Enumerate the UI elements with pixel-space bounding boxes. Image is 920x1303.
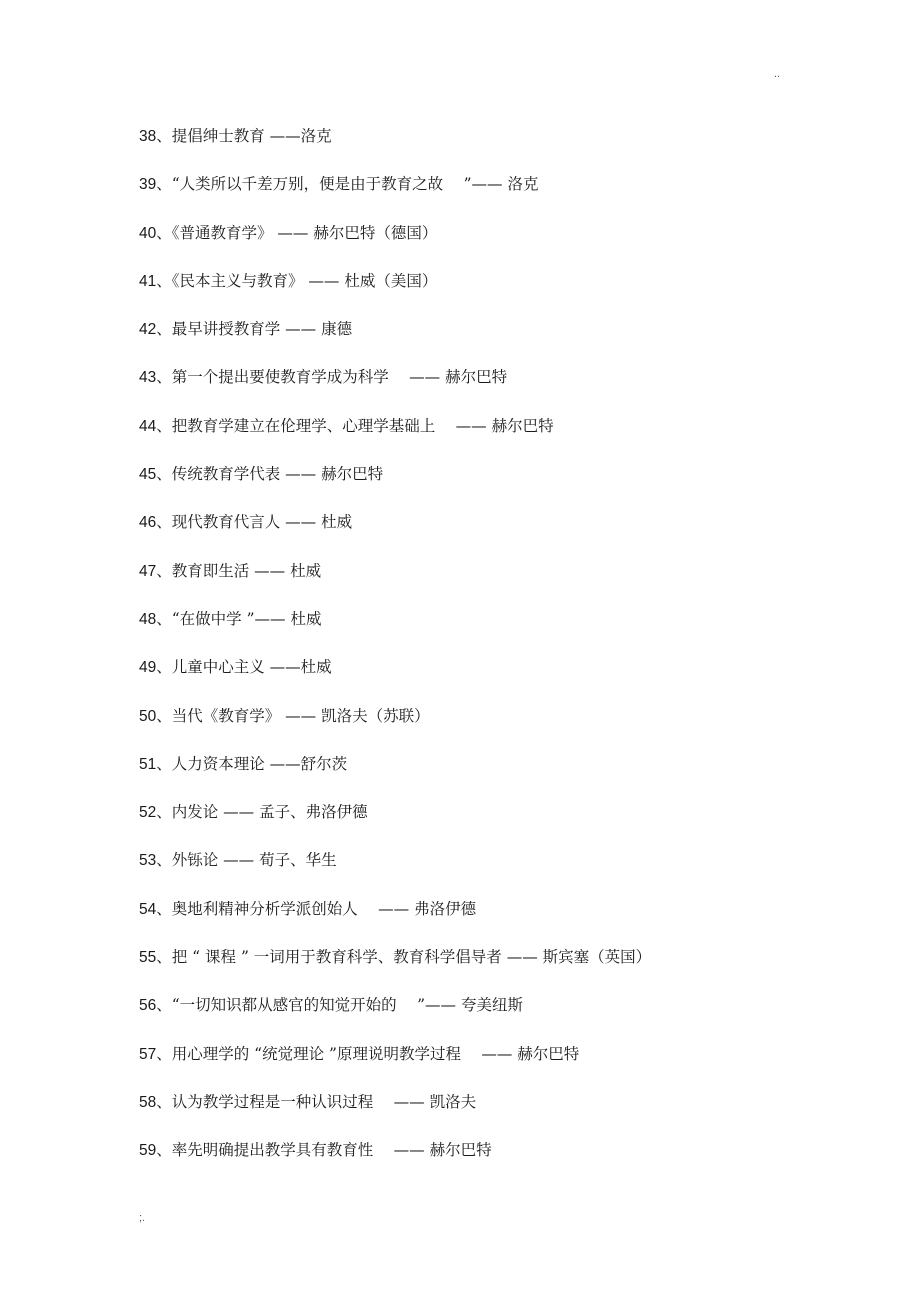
entry-number: 51 — [139, 755, 157, 773]
entry-number: 44 — [139, 417, 157, 435]
entry-text: 、“人类所以千差万别，便是由于教育之故 ”—— 洛克 — [156, 175, 539, 194]
list-item — [139, 704, 839, 752]
entry-text: 、儿童中心主义 ——杜威 — [156, 658, 332, 677]
list-item — [139, 1042, 839, 1090]
footer-mark: ;. — [139, 1212, 146, 1224]
list-item — [139, 752, 839, 800]
entry-text: 、率先明确提出教学具有教育性 —— 赫尔巴特 — [156, 1141, 492, 1160]
entry-text: 、奥地利精神分析学派创始人 —— 弗洛伊德 — [156, 899, 477, 918]
entry-number: 49 — [139, 659, 157, 677]
entry-number: 42 — [139, 321, 157, 339]
entry-text: 、传统教育学代表 —— 赫尔巴特 — [156, 465, 384, 484]
entry-number: 56 — [139, 997, 157, 1015]
list-item — [139, 221, 839, 269]
entry-number: 55 — [139, 949, 157, 967]
list-item — [139, 414, 839, 462]
list-item — [139, 607, 839, 655]
list-item — [139, 365, 839, 413]
entry-text: 、现代教育代言人 —— 杜威 — [156, 513, 353, 532]
list-item — [139, 510, 839, 558]
list-item — [139, 124, 839, 172]
entry-text: 、《民本主义与教育》 —— 杜威（美国） — [156, 271, 438, 290]
entry-number: 48 — [139, 610, 157, 628]
entry-number: 57 — [139, 1045, 157, 1063]
entry-number: 54 — [139, 900, 157, 918]
list-item — [139, 559, 839, 607]
list-item — [139, 462, 839, 510]
list-item — [139, 993, 839, 1041]
entry-text: 、把 “ 课程 ” 一词用于教育科学、教育科学倡导者 —— 斯宾塞（英国） — [156, 948, 652, 967]
entry-number: 39 — [139, 176, 157, 194]
list-item — [139, 897, 839, 945]
list-item — [139, 848, 839, 896]
list-item — [139, 655, 839, 703]
entry-number: 53 — [139, 852, 157, 870]
entry-number: 38 — [139, 128, 157, 145]
entry-text: 、认为教学过程是一种认识过程 —— 凯洛夫 — [156, 1092, 477, 1111]
entry-text: 、教育即生活 —— 杜威 — [156, 561, 322, 580]
list-item — [139, 172, 839, 220]
list-item — [139, 1090, 839, 1138]
entry-number: 45 — [139, 466, 157, 484]
entry-number: 59 — [139, 1142, 157, 1160]
list-item — [139, 800, 839, 848]
entry-text: 、第一个提出要使教育学成为科学 —— 赫尔巴特 — [156, 368, 508, 387]
entry-number: 47 — [139, 562, 157, 580]
entry-text: 、“在做中学 ”—— 杜威 — [156, 609, 322, 628]
entry-number: 52 — [139, 804, 157, 822]
entry-list — [139, 124, 839, 1187]
entry-number: 43 — [139, 369, 157, 387]
entry-number: 41 — [139, 272, 157, 290]
entry-text: 、当代《教育学》 —— 凯洛夫（苏联） — [156, 706, 430, 725]
entry-text: 、用心理学的 “统觉理论 ”原理说明教学过程 —— 赫尔巴特 — [156, 1044, 580, 1063]
entry-text: 、最早讲授教育学 —— 康德 — [156, 320, 353, 339]
list-item — [139, 1138, 839, 1186]
entry-number: 50 — [139, 707, 157, 725]
list-item — [139, 945, 839, 993]
entry-text: 、提倡绅士教育 ——洛克 — [156, 127, 332, 145]
list-item — [139, 317, 839, 365]
entry-text: 、《普通教育学》 —— 赫尔巴特（德国） — [156, 223, 438, 242]
list-item — [139, 269, 839, 317]
entry-text: 、“一切知识都从感官的知觉开始的 ”—— 夸美纽斯 — [156, 996, 523, 1015]
entry-text: 、人力资本理论 ——舒尔茨 — [156, 754, 348, 773]
entry-text: 、内发论 —— 孟子、弗洛伊德 — [156, 803, 368, 822]
entry-text: 、外铄论 —— 荀子、华生 — [156, 851, 337, 870]
entry-text: 、把教育学建立在伦理学、心理学基础上 —— 赫尔巴特 — [156, 416, 554, 435]
entry-number: 46 — [139, 514, 157, 532]
entry-number: 40 — [139, 224, 157, 242]
entry-number: 58 — [139, 1093, 157, 1111]
header-mark: .. — [774, 68, 781, 80]
